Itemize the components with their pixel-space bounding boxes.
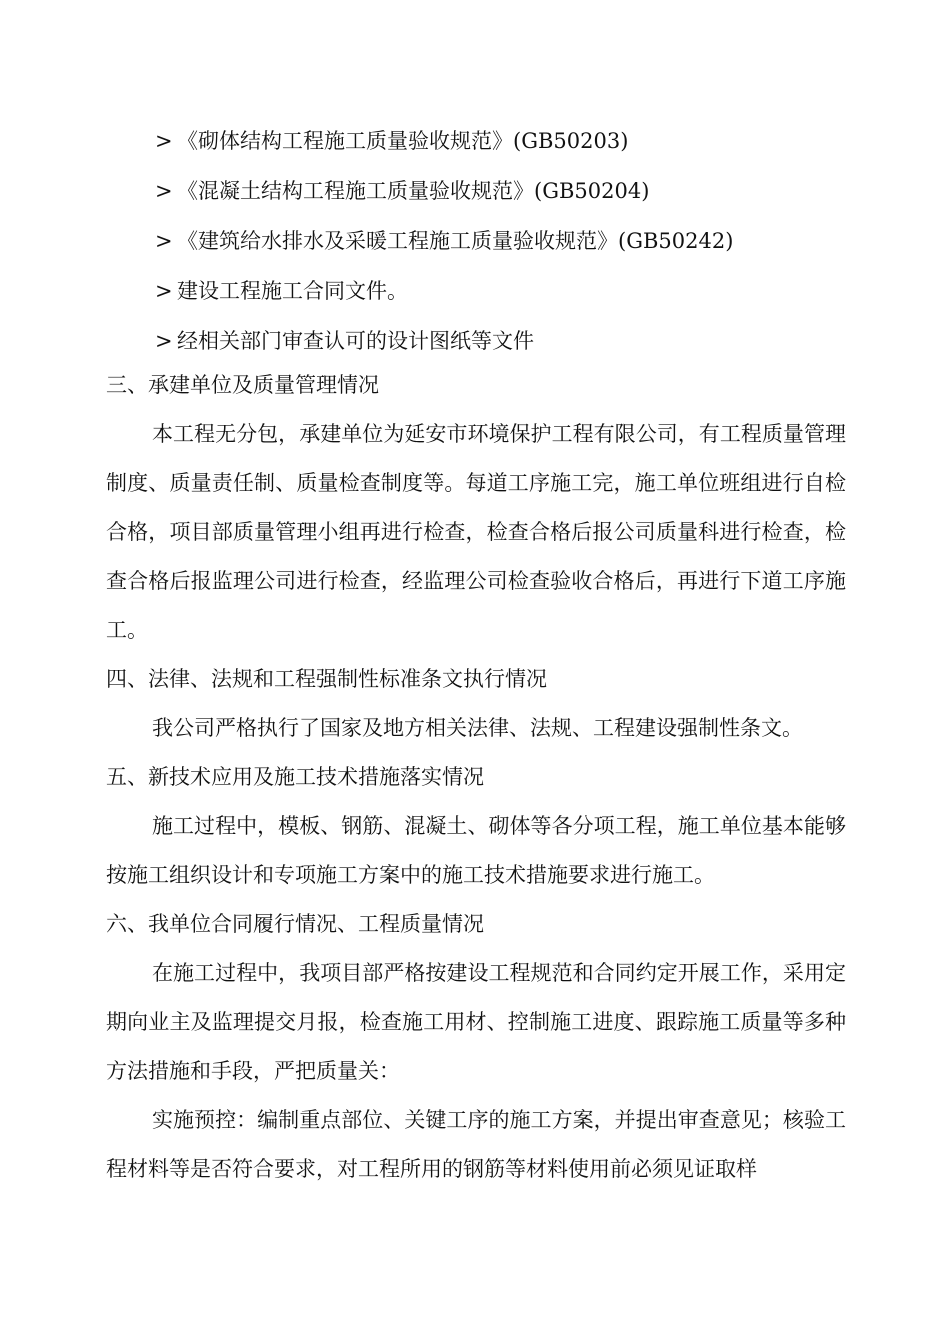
- reference-item-gb50242: [0, 216, 950, 266]
- section-6-paragraph-2: 实施预控：编制重点部位、关键工序的施工方案，并提出审查意见；核验工程材料等是否符合要求，对工程所用的钢筋等材料使用前必须见证取样: [106, 1108, 846, 1181]
- bullet-arrow-icon: >: [155, 229, 173, 253]
- section-3-paragraph: 本工程无分包，承建单位为延安市环境保护工程有限公司，有工程质量管理制度、质量责任制、质量检查制度等。每道工序施工完，施工单位班组进行自检合格，项目部质量管理小组再进行检查，检查合格后报公司质量科进行检查，检查合格后报监理公司进行检查，经监理公司检查验收合格后，再进行下道工序施工。: [106, 422, 846, 642]
- reference-text: 《建筑给水排水及采暖工程施工质量验收规范》(GB50242): [177, 229, 734, 253]
- reference-list: [0, 116, 950, 366]
- reference-text: 《混凝土结构工程施工质量验收规范》(GB50204): [177, 179, 650, 203]
- document-body: [106, 361, 846, 1194]
- section-heading-4: 四、法律、法规和工程强制性标准条文执行情况: [106, 667, 547, 691]
- reference-item-gb50203: [0, 116, 950, 166]
- reference-text: 《砌体结构工程施工质量验收规范》(GB50203): [177, 129, 629, 153]
- reference-item-contract: [0, 266, 950, 316]
- section-heading-6: 六、我单位合同履行情况、工程质量情况: [106, 912, 484, 936]
- reference-item-drawings: [0, 316, 950, 366]
- reference-text: 经相关部门审查认可的设计图纸等文件: [177, 329, 534, 353]
- section-6-paragraph-1: 在施工过程中，我项目部严格按建设工程规范和合同约定开展工作，采用定期向业主及监理提交月报，检查施工用材、控制施工进度、跟踪施工质量等多种方法措施和手段，严把质量关：: [106, 961, 846, 1083]
- section-5-paragraph: 施工过程中，模板、钢筋、混凝土、砌体等各分项工程，施工单位基本能够按施工组织设计和专项施工方案中的施工技术措施要求进行施工。: [106, 814, 846, 887]
- bullet-arrow-icon: >: [155, 179, 173, 203]
- bullet-arrow-icon: >: [155, 279, 173, 303]
- section-4-paragraph: 我公司严格执行了国家及地方相关法律、法规、工程建设强制性条文。: [152, 716, 803, 740]
- reference-item-gb50204: [0, 166, 950, 216]
- section-heading-3: 三、承建单位及质量管理情况: [106, 373, 379, 397]
- bullet-arrow-icon: >: [155, 129, 173, 153]
- reference-text: 建设工程施工合同文件。: [177, 279, 408, 303]
- bullet-arrow-icon: >: [155, 329, 173, 353]
- section-heading-5: 五、新技术应用及施工技术措施落实情况: [106, 765, 484, 789]
